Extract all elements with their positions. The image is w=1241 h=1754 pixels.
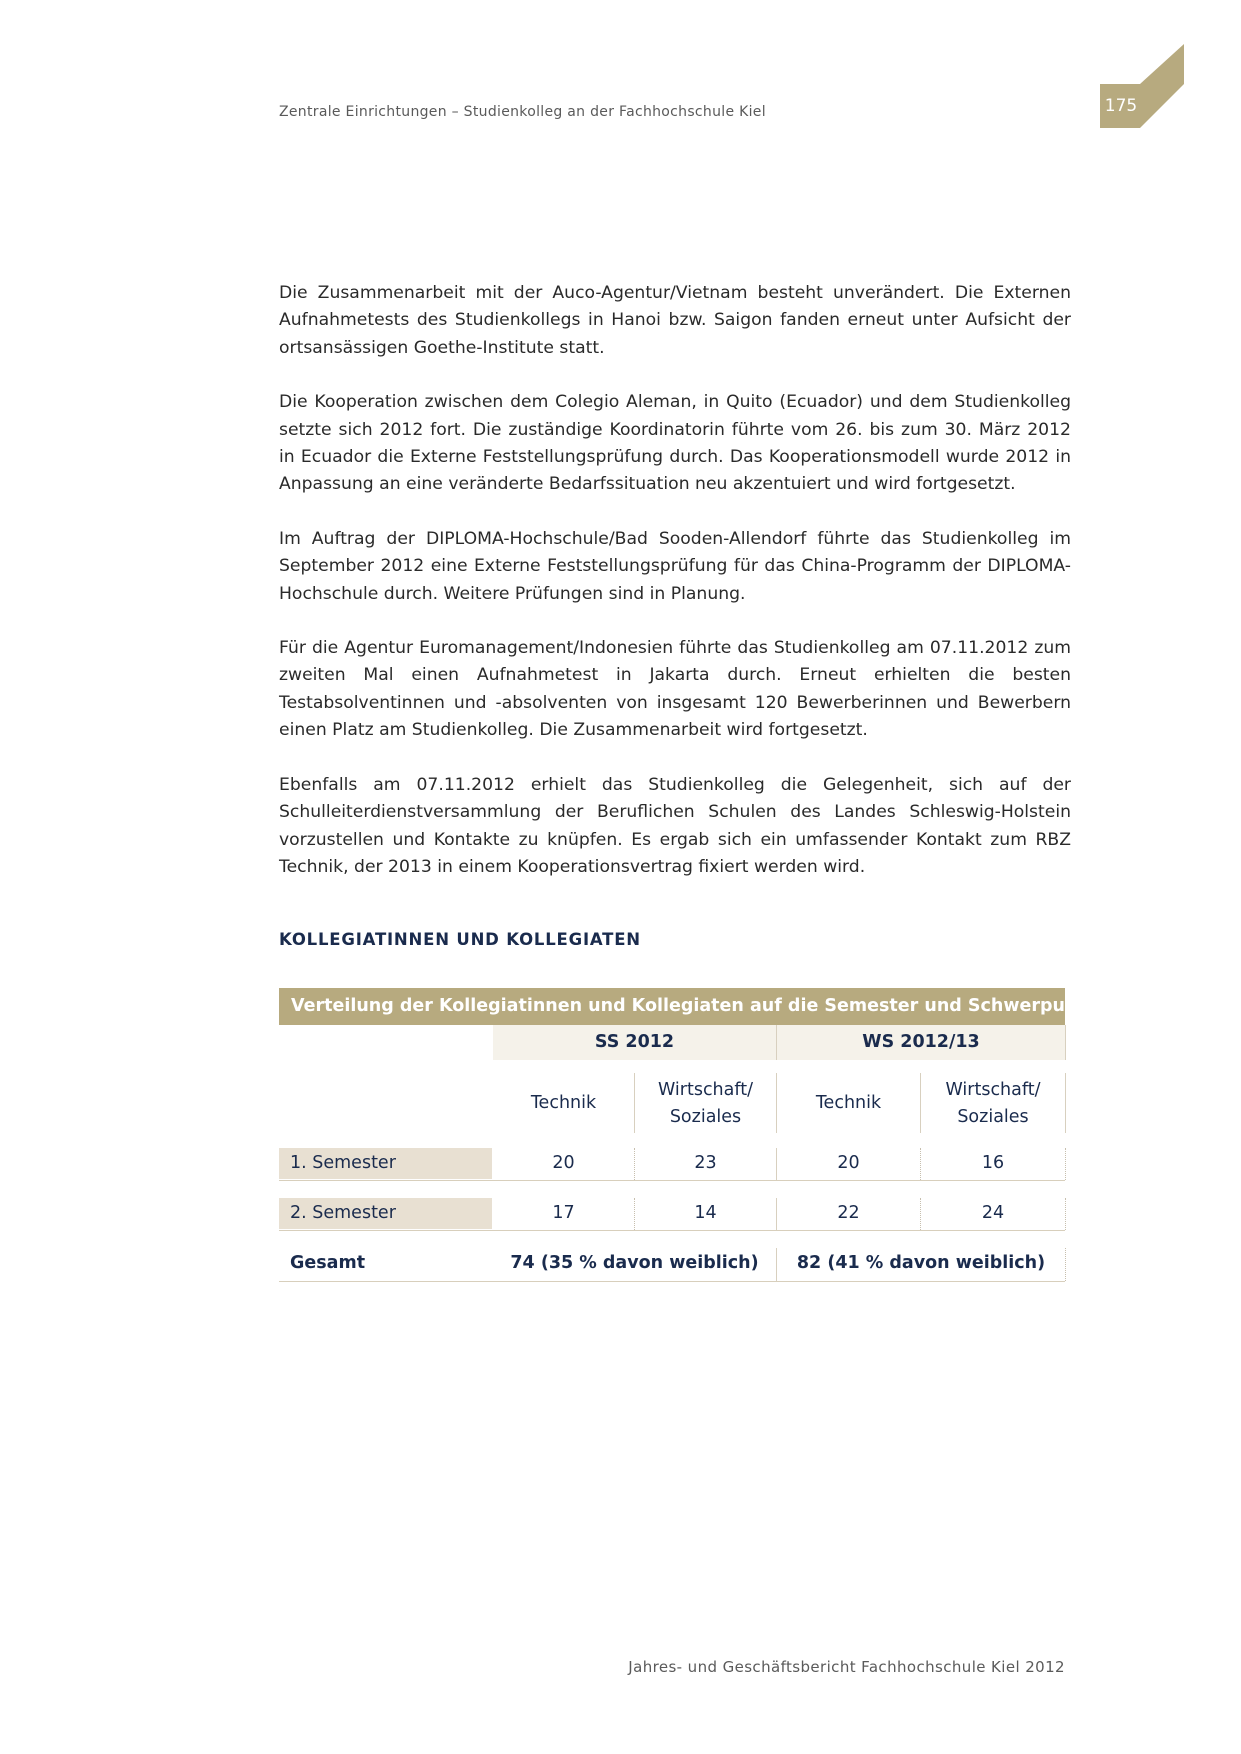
- row-label-semester-1: 1. Semester: [279, 1148, 492, 1179]
- paragraph-diploma: Im Auftrag der DIPLOMA-Hochschule/Bad Sooden-Allendorf führte das Studienkolleg im September 2012 eine Externe Feststellungsprüfung für das China-Programm der DIPLOMA-Hochschule durch. Weitere Prüfungen sind in Planung.: [279, 528, 1071, 604]
- semester-divider: [776, 1073, 777, 1133]
- table-cell: 14: [694, 1203, 717, 1223]
- total-ws2012: 82 (41 % davon weiblich): [796, 1253, 1046, 1273]
- table-cell: 16: [981, 1153, 1005, 1173]
- running-header: Zentrale Einrichtungen – Studienkolleg an der Fachhochschule Kiel: [279, 104, 766, 120]
- column-divider: [634, 1073, 635, 1133]
- semester-divider: [776, 1148, 777, 1180]
- table-right-edge: [1065, 1025, 1066, 1060]
- column-divider: [920, 1073, 921, 1133]
- table-cell: 20: [552, 1153, 575, 1173]
- table-cell: 17: [552, 1203, 575, 1223]
- page-number: 175: [1104, 96, 1138, 116]
- table-right-edge: [1065, 1148, 1066, 1180]
- col-header-wirtschaft-line2: Soziales: [957, 1107, 1029, 1127]
- col-header-technik-ws: Technik: [815, 1093, 882, 1113]
- paragraph-colegio-aleman: Die Kooperation zwischen dem Colegio Aleman, in Quito (Ecuador) und dem Studienkolleg setzte sich 2012 fort. Die zuständige Koordinatorin führte vom 26. bis zum 30. März 2012 in Ecuador die Externe Feststellungsprüfung durch. Das Kooperationsmodell wurde 2012 in Anpassung an eine veränderte Bedarfssituation neu akzentuiert und wird fortgesetzt.: [279, 392, 1071, 495]
- row-divider: [279, 1230, 1065, 1231]
- semester-header-ws2012: WS 2012/13: [777, 1025, 1065, 1060]
- page-footer: Jahres- und Geschäftsbericht Fachhochschule Kiel 2012: [628, 1658, 1065, 1676]
- column-divider: [634, 1198, 635, 1230]
- col-header-wirtschaft-line2: Soziales: [669, 1107, 742, 1127]
- col-header-wirtschaft-ws: [921, 1077, 1065, 1131]
- table-right-edge: [1065, 1248, 1066, 1281]
- table-cell: 23: [694, 1153, 717, 1173]
- column-divider: [920, 1148, 921, 1180]
- paragraph-rbz: Ebenfalls am 07.11.2012 erhielt das Studienkolleg die Gelegenheit, sich auf der Schulleiterdienstversammlung der Beruflichen Schulen des Landes Schleswig-Holstein vorzustellen und Kontakte zu knüpfen. Es ergab sich ein umfassender Kontakt zum RBZ Technik, der 2013 in einem Kooperationsvertrag fixiert werden wird.: [279, 774, 1071, 877]
- row-divider: [279, 1180, 1065, 1181]
- col-header-wirtschaft-line1: Wirtschaft/: [657, 1080, 753, 1100]
- table-bottom-rule: [279, 1281, 1065, 1282]
- body-text: [279, 280, 1071, 908]
- table-right-edge: [1065, 1073, 1066, 1133]
- row-label-semester-2: 2. Semester: [279, 1198, 492, 1229]
- table-cell: 24: [981, 1203, 1005, 1223]
- section-heading: KOLLEGIATINNEN UND KOLLEGIATEN: [279, 930, 641, 949]
- table-cell: 20: [837, 1153, 860, 1173]
- semester-header-ss2012: SS 2012: [493, 1025, 776, 1060]
- total-label: Gesamt: [290, 1253, 366, 1273]
- table-right-edge: [1065, 1198, 1066, 1230]
- column-divider: [634, 1148, 635, 1180]
- semester-divider: [776, 1248, 777, 1281]
- col-header-wirtschaft-ss: [635, 1077, 776, 1131]
- table-cell: 22: [837, 1203, 860, 1223]
- semester-divider: [776, 1198, 777, 1230]
- semester-divider: [776, 1025, 777, 1060]
- column-divider: [920, 1198, 921, 1230]
- table-title: Verteilung der Kollegiatinnen und Kollegiaten auf die Semester und Schwerpunktkurse: [279, 988, 1065, 1025]
- paragraph-auco: Die Zusammenarbeit mit der Auco-Agentur/Vietnam besteht unverändert. Die Externen Aufnahmetests des Studienkollegs in Hanoi bzw. Saigon fanden erneut unter Aufsicht der ortsansässigen Goethe-Institute statt.: [279, 283, 1071, 358]
- col-header-technik-ss: Technik: [530, 1093, 597, 1113]
- col-header-wirtschaft-line1: Wirtschaft/: [945, 1080, 1041, 1100]
- total-ss2012: 74 (35 % davon weiblich): [510, 1253, 759, 1273]
- paragraph-euromanagement: Für die Agentur Euromanagement/Indonesien führte das Studienkolleg am 07.11.2012 zum zweiten Mal einen Aufnahmetest in Jakarta durch. Erneut erhielten die besten Testabsolventinnen und -absolventen von insgesamt 120 Bewerberinnen und Bewerbern einen Platz am Studienkolleg. Die Zusammenarbeit wird fortgesetzt.: [279, 638, 1071, 741]
